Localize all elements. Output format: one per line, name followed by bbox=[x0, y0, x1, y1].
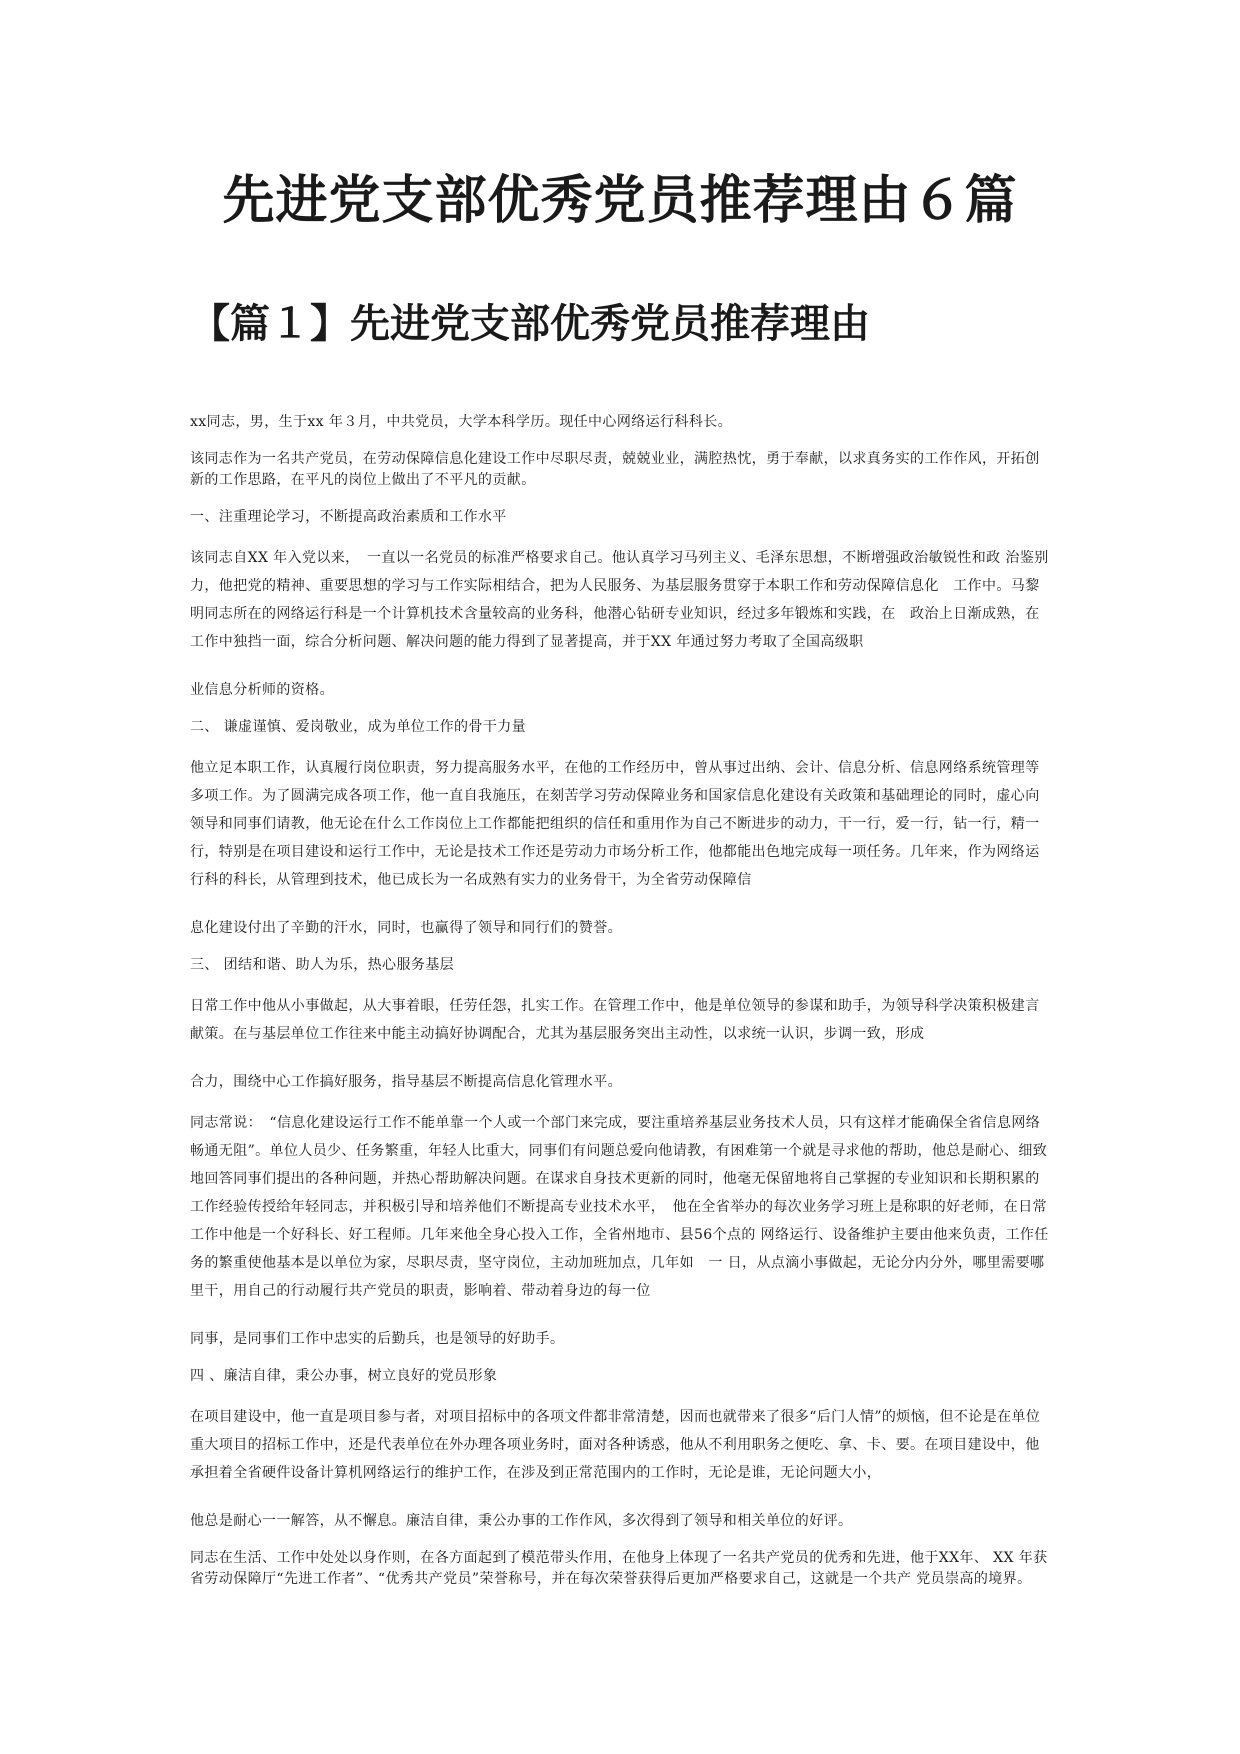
paragraph-integrity-cont: 他总是耐心一一解答，从不懈息。廉洁自律，秉公办事的工作作风，多次得到了领导和相关单位的好评。 bbox=[190, 1513, 853, 1529]
heading-three: 三、 团结和谐、助人为乐，热心服务基层 bbox=[190, 957, 455, 973]
paragraph-honors: 同志在生活、工作中处处以身作则，在各方面起到了模范带头作用，在他身上体现了一名共产党员的优秀和先进，他于XX年、 XX 年获省劳动保障厅“先进工作者”、“优秀共产党员”荣誉称号，并在每次荣誉获得后更加严格要求自己，这就是一个共产 党员崇高的境界。 bbox=[190, 1550, 1048, 1587]
heading-one: 一、注重理论学习，不断提高政治素质和工作水平 bbox=[190, 509, 507, 525]
paragraph-intro: xx同志，男，生于xx 年３月，中共党员，大学本科学历。现任中心网络运行科科长。 bbox=[190, 414, 733, 430]
paragraph-dedication-cont: 息化建设付出了辛勤的汗水，同时，也赢得了领导和同行们的赞誉。 bbox=[190, 920, 622, 936]
paragraph-mentoring-cont: 同事，是同事们工作中忠实的后勤兵，也是领导的好助手。 bbox=[190, 1331, 565, 1347]
paragraph-service: 日常工作中他从小事做起，从大事着眼，任劳任怨，扎实工作。在管理工作中，他是单位领导的参谋和助手，为领导科学决策积极建言献策。在与基层单位工作往来中能主动搞好协调配合，尤其为基层服务突出主动性，以求统一认识，步调一致，形成 bbox=[190, 998, 1040, 1042]
paragraph-service-cont: 合力，围绕中心工作搞好服务，指导基层不断提高信息化管理水平。 bbox=[190, 1074, 622, 1090]
paragraph-integrity: 在项目建设中，他一直是项目参与者，对项目招标中的各项文件都非常清楚，因而也就带来了很多“后门人情”的烦恼，但不论是在单位重大项目的招标工作中，还是代表单位在外办理各项业务时，面对各种诱惑，他从不利用职务之便吃、拿、卡、要。在项目建设中，他承担着全省硬件设备计算机网络运行的维护工作，在涉及到正常范围内的工作时，无论是谁，无论问题大小， bbox=[190, 1409, 1041, 1481]
paragraph-theory-study: 该同志自XX 年入党以来， 一直以一名党员的标准严格要求自己。他认真学习马列主义、毛泽东思想，不断增强政治敏锐性和政 治鉴别力，他把党的精神、重要思想的学习与工作实际相结合，把为人民服务、为基层服务贯穿于本职工作和劳动保障信息化 工作中。马黎明同志所在的网络运行科是一个计算机技术含量较高的业务科，他潜心钻研专业知识，经过多年锻炼和实践，在 政治上日渐成熟，在工作中独挡一面，综合分析问题、解决问题的能力得到了显著提高，并于XX 年通过努力考取了全国高级职 bbox=[190, 550, 1049, 650]
heading-four: 四 、廉洁自律，秉公办事，树立良好的党员形象 bbox=[190, 1368, 498, 1384]
section-title: 【篇１】先进党支部优秀党员推荐理由 bbox=[190, 301, 870, 347]
paragraph-dedication: 他立足本职工作，认真履行岗位职责，努力提高服务水平，在他的工作经历中，曾从事过出纳、会计、信息分析、信息网络系统管理等多项工作。为了圆满完成各项工作，他一直自我施压，在刻苦学习劳动保障业务和国家信息化建设有关政策和基础理论的同时，虚心向领导和同事们请教，他无论在什么工作岗位上工作都能把组织的信任和重用作为自己不断进步的动力，干一行，爱一行，钻一行，精一行，特别是在项目建设和运行工作中，无论是技术工作还是劳动力市场分析工作，他都能出色地完成每一项任务。几年来，作为网络运行科的科长，从管理到技术，他已成长为一名成熟有实力的业务骨干，为全省劳动保障信 bbox=[190, 760, 1040, 888]
paragraph-theory-study-cont: 业信息分析师的资格。 bbox=[190, 682, 334, 698]
document-body bbox=[190, 412, 1050, 1606]
heading-two: 二、 谦虚谨慎、爱岗敬业，成为单位工作的骨干力量 bbox=[190, 719, 527, 735]
document-title: 先进党支部优秀党员推荐理由６篇 bbox=[222, 171, 1018, 231]
paragraph-summary: 该同志作为一名共产党员，在劳动保障信息化建设工作中尽职尽责，兢兢业业，满腔热忱，勇于奉献，以求真务实的工作作风，开拓创新的工作思路，在平凡的岗位上做出了不平凡的贡献。 bbox=[190, 451, 1040, 488]
paragraph-mentoring: 同志常说： “信息化建设运行工作不能单靠一个人或一个部门来完成，要注重培养基层业务技术人员，只有这样才能确保全省信息网络畅通无阻”。单位人员少、任务繁重，年轻人比重大，同事们有问题总爱向他请教，有困难第一个就是寻求他的帮助，他总是耐心、细致地回答同事们提出的各种问题，并热心帮助解决问题。在谋求自身技术更新的同时，他毫无保留地将自己掌握的专业知识和长期积累的工作经验传授给年轻同志，并积极引导和培养他们不断提高专业技术水平， 他在全省举办的每次业务学习班上是称职的好老师，在日常工作中他是一个好科长、好工程师。几年来他全身心投入工作，全省州地市、县56个点的 网络运行、设备维护主要由他来负责，工作任务的繁重使他基本是以单位为家，尽职尽责，坚守岗位，主动加班加点，几年如 一 日，从点滴小事做起，无论分内分外，哪里需要哪里干，用自己的行动履行共产党员的职责，影响着、带动着身边的每一位 bbox=[190, 1115, 1049, 1299]
